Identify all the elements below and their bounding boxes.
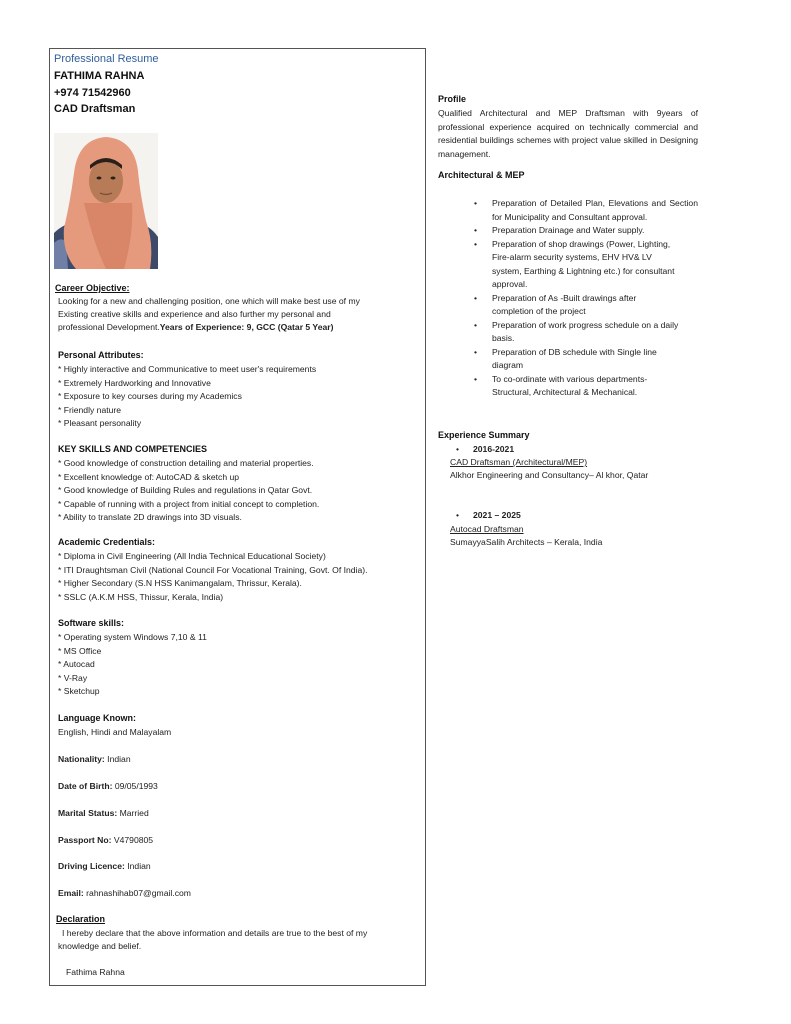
nationality-row: Nationality: Indian	[58, 754, 131, 764]
list-item: • Preparation of work progress schedule on a daily basis.	[474, 319, 698, 346]
career-line-2: Existing creative skills and experience and also further my personal and	[58, 309, 331, 319]
list-item: * Operating system Windows 7,10 & 11	[58, 632, 207, 642]
list-item: * Excellent knowledge of: AutoCAD & sketch up	[58, 471, 240, 482]
list-item: * Friendly nature	[58, 404, 122, 415]
list-item: * Ability to translate 2D drawings into 3D visuals.	[58, 512, 242, 522]
list-item: * Extremely Hardworking and Innovative	[58, 377, 211, 388]
signature-name: Fathima Rahna	[66, 967, 125, 977]
candidate-phone: +974 71542960	[54, 87, 131, 99]
list-item: * Autocad	[58, 659, 95, 669]
list-item: • Preparation of As -Built drawings after completion of the project	[474, 292, 698, 319]
job-1-period-row: • 2016-2021	[456, 444, 515, 454]
architectural-mep-heading: Architectural & MEP	[438, 170, 525, 180]
profile-text: Qualified Architectural and MEP Draftsman with 9years of professional experience acquired on technically commercial and residential buildings schemes with project value skilled in Designing management.	[438, 108, 698, 159]
career-objective-heading: Career Objective:	[55, 283, 130, 293]
list-item: * Highly interactive and Communicative to meet user's requirements	[58, 364, 317, 374]
language-value: English, Hindi and Malayalam	[58, 727, 172, 737]
key-skills-list	[58, 457, 319, 525]
list-item: * Sketchup	[58, 686, 100, 696]
list-item: * Capable of running with a project from initial concept to completion.	[58, 498, 320, 509]
list-item: * Good knowledge of construction detailing and material properties.	[58, 458, 314, 468]
job-2-company: SumayyaSalih Architects – Kerala, India	[450, 537, 603, 547]
experience-summary-heading: Experience Summary	[438, 430, 530, 440]
declaration-line-1: I hereby declare that the above information and details are true to the best of my	[62, 928, 368, 938]
profile-photo	[54, 133, 158, 269]
list-item: * V-Ray	[58, 672, 88, 683]
profile-heading: Profile	[438, 94, 467, 104]
marital-row: Marital Status: Married	[58, 808, 149, 818]
list-item: * SSLC (A.K.M HSS, Thissur, Kerala, India)	[58, 591, 224, 602]
personal-attributes-list	[58, 363, 316, 431]
job-2-period-row: • 2021 – 2025	[456, 510, 521, 520]
list-item: * Pleasant personality	[58, 418, 142, 428]
academic-list	[58, 550, 368, 604]
candidate-name: FATHIMA RAHNA	[54, 70, 145, 82]
job-1-company: Alkhor Engineering and Consultancy– Al khor, Qatar	[450, 470, 649, 480]
email-row: Email: rahnashihab07@gmail.com	[58, 888, 191, 898]
licence-row: Driving Licence: Indian	[58, 861, 151, 871]
list-item: * Diploma in Civil Engineering (All India Technical Educational Society)	[58, 551, 326, 561]
academic-heading: Academic Credentials:	[58, 537, 156, 547]
list-item: • Preparation of Detailed Plan, Elevations and Section for Municipality and Consultant approval.	[474, 197, 698, 224]
list-item: • Preparation Drainage and Water supply.	[474, 224, 698, 238]
list-item: * Good knowledge of Building Rules and regulations in Qatar Govt.	[58, 485, 313, 495]
language-heading: Language Known:	[58, 713, 136, 723]
list-item: * Higher Secondary (S.N HSS Kanimangalam, Thrissur, Kerala).	[58, 578, 302, 588]
dob-row: Date of Birth: 09/05/1993	[58, 781, 158, 791]
career-line-1: Looking for a new and challenging position, one which will make best use of my	[58, 296, 360, 306]
candidate-role: CAD Draftsman	[54, 103, 136, 115]
software-heading: Software skills:	[58, 618, 125, 628]
personal-attributes-heading: Personal Attributes:	[58, 350, 144, 360]
key-skills-heading: KEY SKILLS AND COMPETENCIES	[58, 444, 208, 454]
passport-row: Passport No: V4790805	[58, 835, 154, 845]
list-item: * MS Office	[58, 645, 102, 656]
list-item: • Preparation of shop drawings (Power, Lighting, Fire-alarm security systems, EHV HV& LV system, Earthing & Lightning etc.) for consultant approval.	[474, 238, 698, 292]
architectural-mep-list	[474, 197, 698, 400]
career-line-3: professional Development.Years of Experience: 9, GCC (Qatar 5 Year)	[58, 322, 334, 332]
declaration-heading: Declaration	[56, 914, 106, 924]
list-item: * ITI Draughtsman Civil (National Council For Vocational Training, Govt. Of India).	[58, 564, 368, 575]
list-item: • Preparation of DB schedule with Single line diagram	[474, 346, 698, 373]
list-item: * Exposure to key courses during my Academics	[58, 391, 242, 401]
declaration-line-2: knowledge and belief.	[58, 941, 142, 951]
job-2-title: Autocad Draftsman	[450, 524, 524, 534]
resume-title: Professional Resume	[54, 53, 159, 65]
list-item: • To co-ordinate with various departments- Structural, Architectural & Mechanical.	[474, 373, 698, 400]
job-1-title: CAD Draftsman (Architectural/MEP)	[450, 457, 588, 467]
software-list	[58, 631, 207, 699]
